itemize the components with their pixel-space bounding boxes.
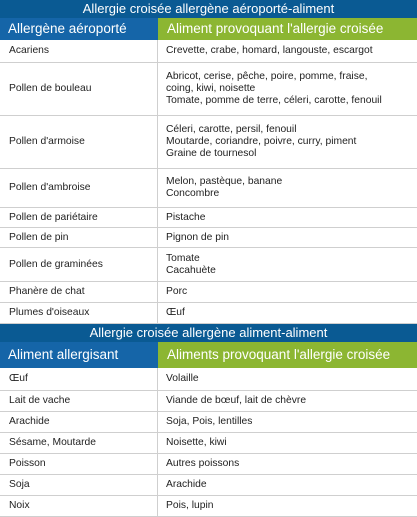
table-row	[0, 391, 417, 412]
table-row	[0, 169, 417, 208]
cell-allergen: Œuf	[0, 368, 158, 390]
cell-foods-line: Concombre	[166, 188, 220, 199]
cell-foods	[158, 475, 417, 495]
cell-foods-line: Viande de bœuf, lait de chèvre	[166, 395, 307, 406]
cell-foods	[158, 282, 417, 302]
cell-foods-line: Soja, Pois, lentilles	[166, 416, 253, 427]
cell-allergen: Arachide	[0, 412, 158, 432]
cell-allergen: Pollen d'ambroise	[0, 169, 158, 207]
table-body	[0, 40, 417, 324]
table-row	[0, 433, 417, 454]
table-row	[0, 368, 417, 391]
table-row	[0, 40, 417, 63]
cell-foods-line: Porc	[166, 286, 188, 297]
cell-foods	[158, 116, 417, 168]
cell-foods	[158, 63, 417, 115]
table-row	[0, 116, 417, 169]
cell-foods-line: coing, kiwi, noisette	[166, 83, 256, 94]
cell-foods	[158, 40, 417, 62]
table-row	[0, 475, 417, 496]
column-header-allergen: Allergène aéroporté	[0, 18, 158, 40]
table-row	[0, 248, 417, 282]
cell-allergen: Lait de vache	[0, 391, 158, 411]
cell-foods-line: Moutarde, coriandre, poivre, curry, piment	[166, 136, 357, 147]
cell-foods-line: Pistache	[166, 211, 206, 223]
column-header-food: Aliments provoquant l'allergie croisée	[158, 342, 417, 368]
cell-foods	[158, 303, 417, 323]
table-header	[0, 342, 417, 368]
cell-foods-line: Graine de tournesol	[166, 148, 257, 159]
cell-foods-line: Noisette, kiwi	[166, 437, 227, 448]
table-header	[0, 18, 417, 40]
cell-foods-line: Volaille	[166, 373, 199, 384]
cell-foods-line: Tomate	[166, 252, 200, 264]
cell-foods	[158, 368, 417, 390]
table-row	[0, 228, 417, 248]
column-header-food: Aliment provoquant l'allergie croisée	[158, 18, 417, 40]
table-row	[0, 208, 417, 228]
cell-allergen: Soja	[0, 475, 158, 495]
cell-foods-line: Crevette, crabe, homard, langouste, escargot	[166, 45, 373, 56]
table-row	[0, 282, 417, 303]
cell-foods	[158, 391, 417, 411]
cell-allergen: Pollen de bouleau	[0, 63, 158, 115]
cell-foods-line: Œuf	[166, 307, 185, 318]
cell-foods-line: Pignon de pin	[166, 231, 229, 243]
table-row	[0, 412, 417, 433]
table-row	[0, 303, 417, 324]
cell-allergen: Plumes d'oiseaux	[0, 303, 158, 323]
table-row	[0, 496, 417, 517]
cell-allergen: Poisson	[0, 454, 158, 474]
table-row	[0, 63, 417, 116]
cell-allergen: Acariens	[0, 40, 158, 62]
table-row	[0, 454, 417, 475]
cell-foods	[158, 454, 417, 474]
cell-allergen: Phanère de chat	[0, 282, 158, 302]
cell-foods	[158, 248, 417, 281]
cell-foods-line: Tomate, pomme de terre, céleri, carotte, fenouil	[166, 95, 382, 106]
column-header-allergen: Aliment allergisant	[0, 342, 158, 368]
cell-allergen: Pollen de graminées	[0, 248, 158, 281]
section-title: Allergie croisée allergène aéroporté-aliment	[0, 0, 417, 18]
table-body	[0, 368, 417, 517]
cell-foods-line: Céleri, carotte, persil, fenouil	[166, 124, 297, 135]
cell-foods-line: Cacahuète	[166, 264, 216, 276]
cell-allergen: Pollen de pariétaire	[0, 208, 158, 227]
cell-foods-line: Abricot, cerise, pêche, poire, pomme, fraise,	[166, 71, 368, 82]
cell-foods-line: Melon, pastèque, banane	[166, 176, 283, 187]
cell-allergen: Pollen de pin	[0, 228, 158, 247]
section-title: Allergie croisée allergène aliment-aliment	[0, 324, 417, 342]
cell-allergen: Pollen d'armoise	[0, 116, 158, 168]
cell-allergen: Noix	[0, 496, 158, 516]
cell-foods-line: Autres poissons	[166, 458, 240, 469]
cell-foods	[158, 208, 417, 227]
cell-allergen: Sésame, Moutarde	[0, 433, 158, 453]
cell-foods-line: Arachide	[166, 479, 207, 490]
cell-foods	[158, 169, 417, 207]
table-food-food	[0, 324, 417, 517]
cell-foods	[158, 412, 417, 432]
cell-foods	[158, 496, 417, 516]
cell-foods	[158, 228, 417, 247]
cell-foods	[158, 433, 417, 453]
cell-foods-line: Pois, lupin	[166, 500, 214, 511]
